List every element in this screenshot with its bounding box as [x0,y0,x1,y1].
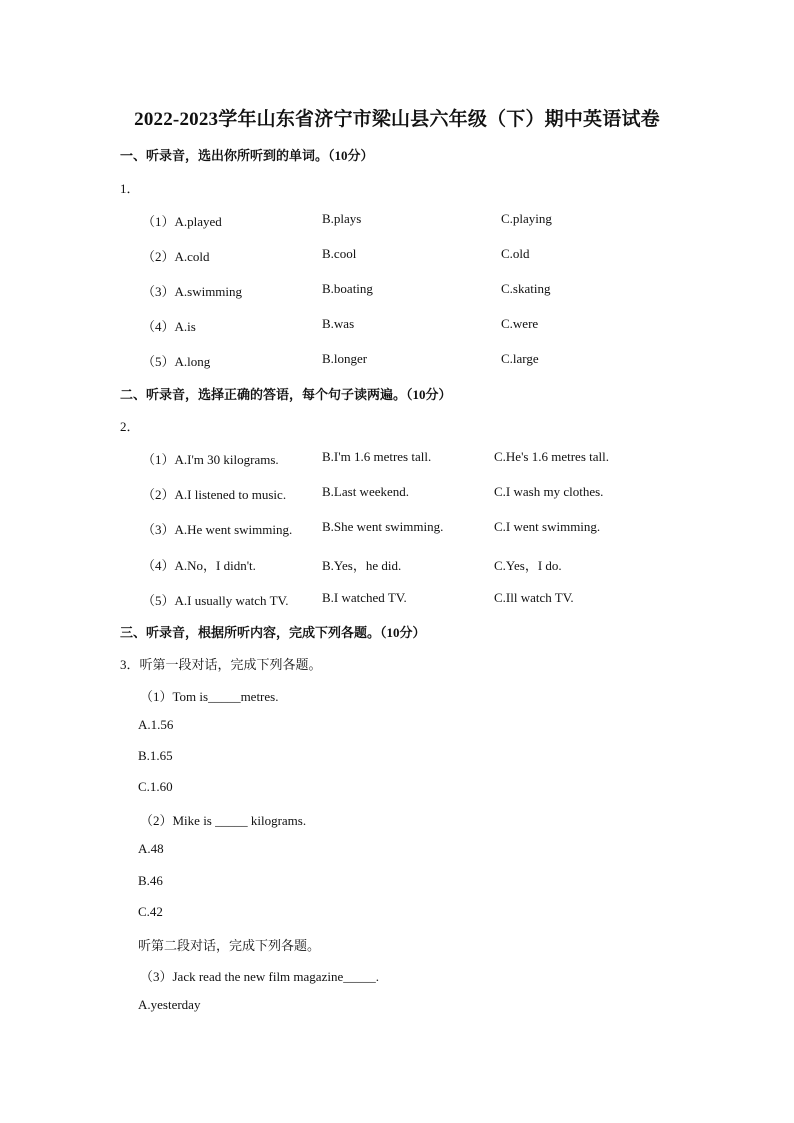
q3-2-option-a: A.48 [138,841,164,856]
s2-item2-option-c: C.I wash my clothes. [494,484,604,499]
page-title: 2022-2023学年山东省济宁市梁山县六年级（下）期中英语试卷 [134,109,660,130]
s2-item1-option-b: B.I'm 1.6 metres tall. [322,449,432,464]
s1-item5-option-b: B.longer [322,351,368,366]
s1-item3-option-b: B.boating [322,281,373,296]
s2-item3-option-b: B.She went swimming. [322,519,444,534]
s1-item1-option-b: B.plays [322,211,362,226]
question-3-1: （1）Tom is_____metres. [140,689,279,704]
s2-item4-option-a: （4）A.No，I didn't. [142,558,256,573]
s2-item4-option-b: B.Yes，he did. [322,558,402,573]
s2-item2-option-b: B.Last weekend. [322,484,410,499]
question-3-3: （3）Jack read the new film magazine_____. [140,969,379,984]
question-3-2: （2）Mike is _____ kilograms. [140,813,307,828]
s2-item1-option-a: （1）A.I'm 30 kilograms. [142,452,279,467]
s2-item2-option-a: （2）A.I listened to music. [142,487,287,502]
s1-item2-option-a: （2）A.cold [142,249,210,264]
s2-item3-option-c: C.I went swimming. [494,519,601,534]
q3-2-option-b: B.46 [138,873,163,888]
s1-item3-option-c: C.skating [501,281,551,296]
s2-item3-option-a: （3）A.He went swimming. [142,522,293,537]
question-number-2: 2． [120,419,140,434]
section-heading-2: 二、听录音，选择正确的答语，每个句子读两遍。（10分） [120,387,452,402]
s1-item1-option-a: （1）A.played [142,214,222,229]
q3-2-option-c: C.42 [138,904,163,919]
s2-item5-option-a: （5）A.I usually watch TV. [142,593,289,608]
q3-3-option-a: A.yesterday [138,997,201,1012]
s1-item1-option-c: C.playing [501,211,552,226]
dialogue-2-intro: 听第二段对话，完成下列各题。 [138,938,321,953]
section-heading-1: 一、听录音，选出你所听到的单词。（10分） [120,148,374,163]
s1-item2-option-b: B.cool [322,246,357,261]
question-number-1: 1． [120,181,140,196]
s1-item4-option-a: （4）A.is [142,319,196,334]
q3-1-option-c: C.1.60 [138,779,173,794]
s1-item5-option-c: C.large [501,351,539,366]
dialogue-1-intro: 3．听第一段对话，完成下列各题。 [120,657,322,672]
section-heading-3: 三、听录音，根据所听内容，完成下列各题。（10分） [120,625,426,640]
s1-item3-option-a: （3）A.swimming [142,284,243,299]
s2-item4-option-c: C.Yes，I do. [494,558,562,573]
s2-item5-option-c: C.Ill watch TV. [494,590,574,605]
s1-item4-option-c: C.were [501,316,539,331]
s2-item5-option-b: B.I watched TV. [322,590,407,605]
s1-item4-option-b: B.was [322,316,355,331]
s1-item5-option-a: （5）A.long [142,354,211,369]
q3-1-option-a: A.1.56 [138,717,174,732]
s2-item1-option-c: C.He's 1.6 metres tall. [494,449,609,464]
q3-1-option-b: B.1.65 [138,748,173,763]
s1-item2-option-c: C.old [501,246,530,261]
